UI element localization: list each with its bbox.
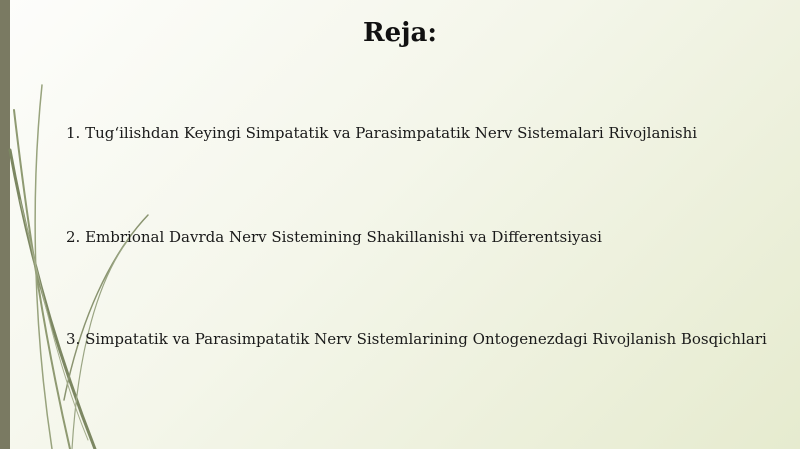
agenda-item-2: 2. Embrional Davrda Nerv Sistemining Shakillanishi va Differentsiyasi	[66, 228, 602, 246]
grass-stems-decoration	[0, 0, 160, 449]
agenda-item-3: 3. Simpatatik va Parasimpatatik Nerv Sistemlarining Ontogenezdagi Rivojlanish Bosqichlari	[66, 330, 767, 348]
slide-title: Reja:	[362, 18, 437, 48]
agenda-item-1: 1. Tug‘ilishdan Keyingi Simpatatik va Parasimpatatik Nerv Sistemalari Rivojlanishi	[66, 124, 698, 142]
